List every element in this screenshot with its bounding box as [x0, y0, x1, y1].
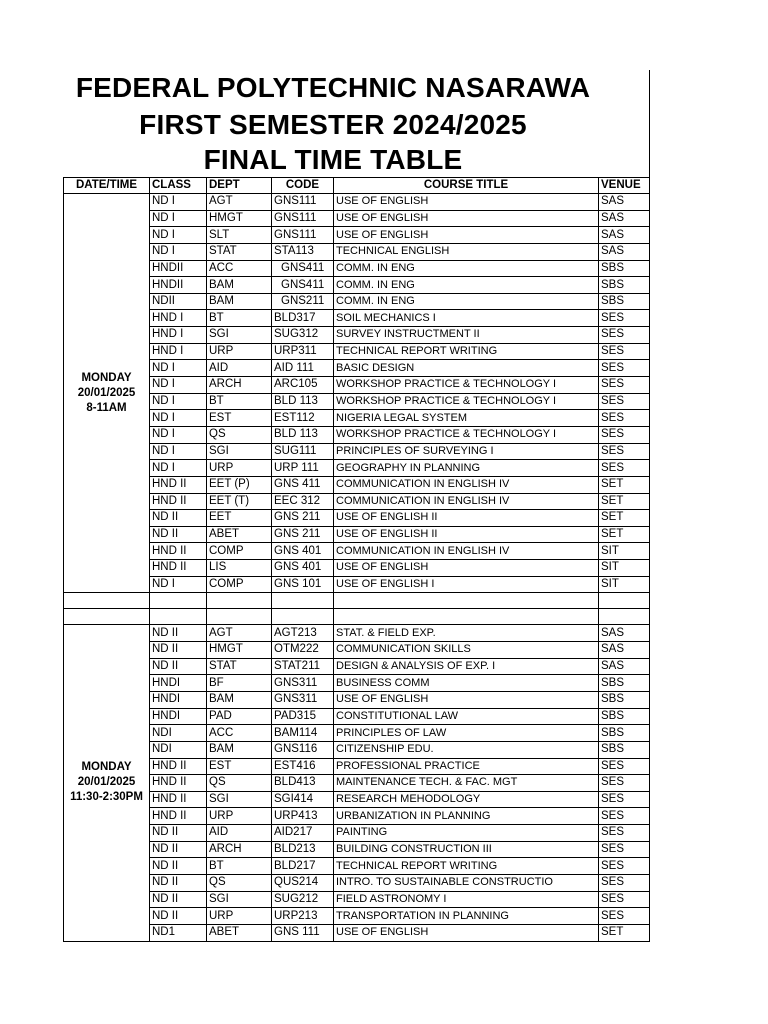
- cell-course-title: SOIL MECHANICS I: [334, 310, 599, 327]
- cell-class: ND I: [150, 377, 207, 394]
- cell-code: URP413: [272, 808, 334, 825]
- cell-course-title: USE OF ENGLISH I: [334, 576, 599, 593]
- cell-dept: ARCH: [207, 377, 272, 394]
- cell-code: GNS 401: [272, 560, 334, 577]
- cell-venue: SET: [599, 510, 650, 527]
- cell-course-title: COMM. IN ENG: [334, 260, 599, 277]
- cell-code: GNS 111: [272, 924, 334, 941]
- cell-venue: SBS: [599, 293, 650, 310]
- cell-course-title: USE OF ENGLISH: [334, 227, 599, 244]
- table-row: [64, 825, 650, 842]
- cell-venue: SAS: [599, 243, 650, 260]
- cell-venue: SBS: [599, 675, 650, 692]
- cell-course-title: TECHNICAL REPORT WRITING: [334, 858, 599, 875]
- table-row: [64, 443, 650, 460]
- table-row: [64, 725, 650, 742]
- header-row: [64, 178, 650, 194]
- cell-venue: SES: [599, 791, 650, 808]
- cell-dept: SLT: [207, 227, 272, 244]
- cell-code: SUG111: [272, 443, 334, 460]
- cell-dept: BT: [207, 310, 272, 327]
- table-row: [64, 210, 650, 227]
- cell-venue: SET: [599, 476, 650, 493]
- cell-venue: SES: [599, 360, 650, 377]
- cell-class: ND I: [150, 360, 207, 377]
- cell-course-title: CITIZENSHIP EDU.: [334, 741, 599, 758]
- cell-code: GNS311: [272, 675, 334, 692]
- cell-dept: BF: [207, 675, 272, 692]
- blank-cell: [150, 593, 207, 609]
- cell-venue: SAS: [599, 642, 650, 659]
- cell-venue: SET: [599, 526, 650, 543]
- cell-course-title: COMMUNICATION IN ENGLISH IV: [334, 493, 599, 510]
- cell-code: STA113: [272, 243, 334, 260]
- cell-code: EST416: [272, 758, 334, 775]
- table-row: [64, 808, 650, 825]
- cell-class: HND II: [150, 758, 207, 775]
- cell-class: NDI: [150, 725, 207, 742]
- table-row: [64, 426, 650, 443]
- table-row: [64, 410, 650, 427]
- cell-dept: BT: [207, 858, 272, 875]
- cell-course-title: TRANSPORTATION IN PLANNING: [334, 908, 599, 925]
- cell-course-title: USE OF ENGLISH: [334, 194, 599, 211]
- semester-title: FIRST SEMESTER 2024/2025: [139, 109, 527, 140]
- col-header-venue: VENUE: [599, 178, 650, 194]
- cell-dept: EET: [207, 510, 272, 527]
- cell-code: ARC105: [272, 377, 334, 394]
- cell-course-title: STAT. & FIELD EXP.: [334, 625, 599, 642]
- session-date: 20/01/2025: [77, 776, 136, 789]
- cell-class: HND II: [150, 543, 207, 560]
- cell-dept: BAM: [207, 293, 272, 310]
- cell-code: GNS111: [272, 210, 334, 227]
- cell-dept: AGT: [207, 625, 272, 642]
- cell-dept: ABET: [207, 924, 272, 941]
- cell-venue: SES: [599, 775, 650, 792]
- cell-dept: STAT: [207, 243, 272, 260]
- cell-venue: SES: [599, 377, 650, 394]
- cell-class: HNDI: [150, 691, 207, 708]
- cell-dept: COMP: [207, 576, 272, 593]
- cell-venue: SES: [599, 858, 650, 875]
- cell-dept: URP: [207, 908, 272, 925]
- cell-course-title: PRINCIPLES OF SURVEYING I: [334, 443, 599, 460]
- table-row: [64, 874, 650, 891]
- cell-dept: BT: [207, 393, 272, 410]
- table-row: [64, 493, 650, 510]
- cell-code: EST112: [272, 410, 334, 427]
- cell-course-title: PROFESSIONAL PRACTICE: [334, 758, 599, 775]
- cell-code: SUG212: [272, 891, 334, 908]
- cell-code: QUS214: [272, 874, 334, 891]
- cell-dept: SGI: [207, 891, 272, 908]
- cell-class: HND II: [150, 775, 207, 792]
- cell-venue: SES: [599, 758, 650, 775]
- cell-code: GNS 411: [272, 476, 334, 493]
- cell-class: ND II: [150, 841, 207, 858]
- cell-class: ND II: [150, 510, 207, 527]
- cell-venue: SES: [599, 410, 650, 427]
- table-row: [64, 625, 650, 642]
- cell-dept: QS: [207, 775, 272, 792]
- cell-class: HND II: [150, 476, 207, 493]
- cell-course-title: TECHNICAL REPORT WRITING: [334, 343, 599, 360]
- cell-course-title: BUILDING CONSTRUCTION III: [334, 841, 599, 858]
- page-margin-line: [649, 70, 650, 192]
- cell-course-title: USE OF ENGLISH II: [334, 510, 599, 527]
- cell-code: EEC 312: [272, 493, 334, 510]
- table-row: [64, 227, 650, 244]
- cell-course-title: BUSINESS COMM: [334, 675, 599, 692]
- cell-course-title: WORKSHOP PRACTICE & TECHNOLOGY I: [334, 393, 599, 410]
- blank-cell: [64, 609, 150, 625]
- blank-cell: [150, 609, 207, 625]
- cell-code: URP213: [272, 908, 334, 925]
- cell-venue: SES: [599, 393, 650, 410]
- table-row: [64, 393, 650, 410]
- blank-cell: [207, 593, 272, 609]
- cell-dept: HMGT: [207, 642, 272, 659]
- cell-code: GNS116: [272, 741, 334, 758]
- cell-course-title: FIELD ASTRONOMY I: [334, 891, 599, 908]
- table-row: [64, 675, 650, 692]
- cell-venue: SBS: [599, 708, 650, 725]
- table-row: [64, 841, 650, 858]
- cell-dept: STAT: [207, 658, 272, 675]
- cell-venue: SIT: [599, 543, 650, 560]
- cell-dept: SGI: [207, 327, 272, 344]
- cell-code: AID 111: [272, 360, 334, 377]
- cell-course-title: DESIGN & ANALYSIS OF EXP. I: [334, 658, 599, 675]
- col-header-datetime: DATE/TIME: [64, 178, 150, 194]
- cell-dept: ACC: [207, 725, 272, 742]
- cell-venue: SES: [599, 841, 650, 858]
- cell-course-title: USE OF ENGLISH: [334, 210, 599, 227]
- cell-code: SUG312: [272, 327, 334, 344]
- session-time: 8-11AM: [86, 401, 127, 414]
- cell-venue: SES: [599, 874, 650, 891]
- cell-code: URP311: [272, 343, 334, 360]
- cell-venue: SBS: [599, 741, 650, 758]
- cell-class: ND I: [150, 410, 207, 427]
- cell-class: HND I: [150, 343, 207, 360]
- cell-course-title: USE OF ENGLISH: [334, 924, 599, 941]
- cell-code: BLD217: [272, 858, 334, 875]
- cell-class: HNDII: [150, 260, 207, 277]
- session-day: MONDAY: [81, 371, 132, 384]
- cell-class: ND II: [150, 658, 207, 675]
- col-header-class: CLASS: [150, 178, 207, 194]
- table-row: [64, 243, 650, 260]
- cell-code: SGI414: [272, 791, 334, 808]
- cell-dept: ABET: [207, 526, 272, 543]
- cell-venue: SBS: [599, 725, 650, 742]
- table-row: [64, 908, 650, 925]
- table-row: [64, 510, 650, 527]
- cell-course-title: COMMUNICATION SKILLS: [334, 642, 599, 659]
- cell-course-title: WORKSHOP PRACTICE & TECHNOLOGY I: [334, 426, 599, 443]
- cell-venue: SET: [599, 924, 650, 941]
- cell-class: ND I: [150, 576, 207, 593]
- session-day: MONDAY: [81, 761, 132, 774]
- cell-dept: AID: [207, 360, 272, 377]
- table-row: [64, 691, 650, 708]
- session-datetime: [64, 194, 150, 593]
- cell-dept: AGT: [207, 194, 272, 211]
- cell-dept: QS: [207, 426, 272, 443]
- table-row: [64, 642, 650, 659]
- cell-venue: SES: [599, 443, 650, 460]
- cell-dept: BAM: [207, 691, 272, 708]
- table-row: [64, 741, 650, 758]
- cell-code: BAM114: [272, 725, 334, 742]
- cell-dept: EET (T): [207, 493, 272, 510]
- table-row: [64, 260, 650, 277]
- cell-dept: AID: [207, 825, 272, 842]
- table-row: [64, 658, 650, 675]
- cell-dept: ACC: [207, 260, 272, 277]
- cell-venue: SES: [599, 808, 650, 825]
- institution-title: FEDERAL POLYTECHNIC NASARAWA: [75, 72, 591, 103]
- cell-code: BLD 113: [272, 393, 334, 410]
- cell-venue: SBS: [599, 277, 650, 294]
- cell-class: ND I: [150, 227, 207, 244]
- blank-cell: [207, 609, 272, 625]
- table-row: [64, 476, 650, 493]
- cell-course-title: PAINTING: [334, 825, 599, 842]
- cell-venue: SES: [599, 460, 650, 477]
- col-header-course-title: COURSE TITLE: [334, 178, 599, 194]
- table-row: [64, 343, 650, 360]
- cell-dept: QS: [207, 874, 272, 891]
- session-time: 11:30-2:30PM: [70, 791, 143, 804]
- cell-course-title: PRINCIPLES OF LAW: [334, 725, 599, 742]
- cell-venue: SBS: [599, 691, 650, 708]
- cell-dept: EST: [207, 758, 272, 775]
- col-header-code: CODE: [272, 178, 334, 194]
- cell-dept: EST: [207, 410, 272, 427]
- cell-dept: SGI: [207, 791, 272, 808]
- cell-course-title: URBANIZATION IN PLANNING: [334, 808, 599, 825]
- cell-class: ND1: [150, 924, 207, 941]
- cell-course-title: RESEARCH MEHODOLOGY: [334, 791, 599, 808]
- table-row: [64, 576, 650, 593]
- table-row: [64, 460, 650, 477]
- cell-class: ND I: [150, 443, 207, 460]
- cell-dept: SGI: [207, 443, 272, 460]
- cell-dept: URP: [207, 808, 272, 825]
- cell-dept: PAD: [207, 708, 272, 725]
- cell-course-title: COMM. IN ENG: [334, 277, 599, 294]
- cell-class: ND I: [150, 210, 207, 227]
- cell-course-title: USE OF ENGLISH: [334, 560, 599, 577]
- cell-venue: SES: [599, 825, 650, 842]
- cell-course-title: COMM. IN ENG: [334, 293, 599, 310]
- cell-code: BLD 113: [272, 426, 334, 443]
- cell-course-title: BASIC DESIGN: [334, 360, 599, 377]
- cell-class: ND I: [150, 194, 207, 211]
- cell-venue: SES: [599, 908, 650, 925]
- table-row: [64, 708, 650, 725]
- cell-code: AGT213: [272, 625, 334, 642]
- table-row: [64, 543, 650, 560]
- cell-dept: EET (P): [207, 476, 272, 493]
- cell-class: ND I: [150, 243, 207, 260]
- cell-class: HNDI: [150, 675, 207, 692]
- cell-code: GNS411: [272, 260, 334, 277]
- cell-venue: SIT: [599, 576, 650, 593]
- cell-code: BLD413: [272, 775, 334, 792]
- cell-venue: SES: [599, 327, 650, 344]
- cell-dept: ARCH: [207, 841, 272, 858]
- cell-class: ND II: [150, 858, 207, 875]
- cell-course-title: MAINTENANCE TECH. & FAC. MGT: [334, 775, 599, 792]
- cell-course-title: TECHNICAL ENGLISH: [334, 243, 599, 260]
- cell-venue: SIT: [599, 560, 650, 577]
- blank-row: [64, 593, 650, 609]
- table-row: [64, 360, 650, 377]
- cell-code: BLD213: [272, 841, 334, 858]
- cell-venue: SAS: [599, 625, 650, 642]
- table-row: [64, 858, 650, 875]
- cell-dept: COMP: [207, 543, 272, 560]
- cell-class: HND I: [150, 310, 207, 327]
- blank-cell: [272, 609, 334, 625]
- table-row: [64, 277, 650, 294]
- cell-venue: SES: [599, 426, 650, 443]
- cell-dept: BAM: [207, 277, 272, 294]
- cell-code: GNS111: [272, 194, 334, 211]
- table-row: [64, 194, 650, 211]
- cell-class: ND II: [150, 642, 207, 659]
- cell-code: GNS 211: [272, 510, 334, 527]
- cell-course-title: COMMUNICATION IN ENGLISH IV: [334, 543, 599, 560]
- cell-course-title: COMMUNICATION IN ENGLISH IV: [334, 476, 599, 493]
- col-header-dept: DEPT: [207, 178, 272, 194]
- cell-class: HND II: [150, 560, 207, 577]
- cell-code: GNS 211: [272, 526, 334, 543]
- timetable-title: FINAL TIME TABLE: [203, 144, 463, 175]
- cell-dept: BAM: [207, 741, 272, 758]
- cell-course-title: SURVEY INSTRUCTMENT II: [334, 327, 599, 344]
- cell-code: GNS411: [272, 277, 334, 294]
- table-row: [64, 775, 650, 792]
- cell-course-title: NIGERIA LEGAL SYSTEM: [334, 410, 599, 427]
- cell-dept: HMGT: [207, 210, 272, 227]
- timetable: [63, 177, 650, 942]
- cell-code: AID217: [272, 825, 334, 842]
- cell-venue: SAS: [599, 227, 650, 244]
- cell-dept: URP: [207, 460, 272, 477]
- cell-venue: SES: [599, 310, 650, 327]
- cell-code: OTM222: [272, 642, 334, 659]
- blank-cell: [334, 609, 599, 625]
- cell-class: HND II: [150, 791, 207, 808]
- cell-venue: SAS: [599, 658, 650, 675]
- cell-class: HND I: [150, 327, 207, 344]
- cell-course-title: USE OF ENGLISH: [334, 691, 599, 708]
- cell-class: HNDI: [150, 708, 207, 725]
- cell-code: GNS211: [272, 293, 334, 310]
- cell-class: ND II: [150, 625, 207, 642]
- cell-code: GNS311: [272, 691, 334, 708]
- cell-venue: SET: [599, 493, 650, 510]
- blank-cell: [334, 593, 599, 609]
- blank-row: [64, 609, 650, 625]
- cell-class: HND II: [150, 493, 207, 510]
- blank-cell: [599, 593, 650, 609]
- table-row: [64, 377, 650, 394]
- cell-class: HNDII: [150, 277, 207, 294]
- cell-course-title: CONSTITUTIONAL LAW: [334, 708, 599, 725]
- table-row: [64, 310, 650, 327]
- cell-venue: SBS: [599, 260, 650, 277]
- cell-code: GNS111: [272, 227, 334, 244]
- cell-venue: SAS: [599, 194, 650, 211]
- blank-cell: [272, 593, 334, 609]
- cell-venue: SAS: [599, 210, 650, 227]
- cell-class: ND II: [150, 874, 207, 891]
- table-row: [64, 327, 650, 344]
- session-date: 20/01/2025: [77, 386, 136, 399]
- cell-dept: URP: [207, 343, 272, 360]
- cell-class: ND II: [150, 908, 207, 925]
- cell-venue: SES: [599, 343, 650, 360]
- blank-cell: [64, 593, 150, 609]
- cell-course-title: WORKSHOP PRACTICE & TECHNOLOGY I: [334, 377, 599, 394]
- cell-course-title: GEOGRAPHY IN PLANNING: [334, 460, 599, 477]
- cell-class: ND II: [150, 891, 207, 908]
- table-row: [64, 526, 650, 543]
- table-row: [64, 891, 650, 908]
- cell-code: STAT211: [272, 658, 334, 675]
- cell-code: PAD315: [272, 708, 334, 725]
- cell-course-title: INTRO. TO SUSTAINABLE CONSTRUCTIO: [334, 874, 599, 891]
- cell-class: HND II: [150, 808, 207, 825]
- cell-code: GNS 101: [272, 576, 334, 593]
- cell-code: BLD317: [272, 310, 334, 327]
- cell-course-title: USE OF ENGLISH II: [334, 526, 599, 543]
- cell-venue: SES: [599, 891, 650, 908]
- cell-class: ND II: [150, 825, 207, 842]
- cell-class: NDII: [150, 293, 207, 310]
- table-row: [64, 758, 650, 775]
- table-row: [64, 560, 650, 577]
- cell-code: GNS 401: [272, 543, 334, 560]
- cell-class: NDI: [150, 741, 207, 758]
- table-row: [64, 924, 650, 941]
- session-datetime: [64, 625, 150, 941]
- cell-code: URP 111: [272, 460, 334, 477]
- table-row: [64, 791, 650, 808]
- cell-class: ND I: [150, 460, 207, 477]
- cell-class: ND I: [150, 393, 207, 410]
- cell-class: ND I: [150, 426, 207, 443]
- blank-cell: [599, 609, 650, 625]
- cell-class: ND II: [150, 526, 207, 543]
- table-row: [64, 293, 650, 310]
- cell-dept: LIS: [207, 560, 272, 577]
